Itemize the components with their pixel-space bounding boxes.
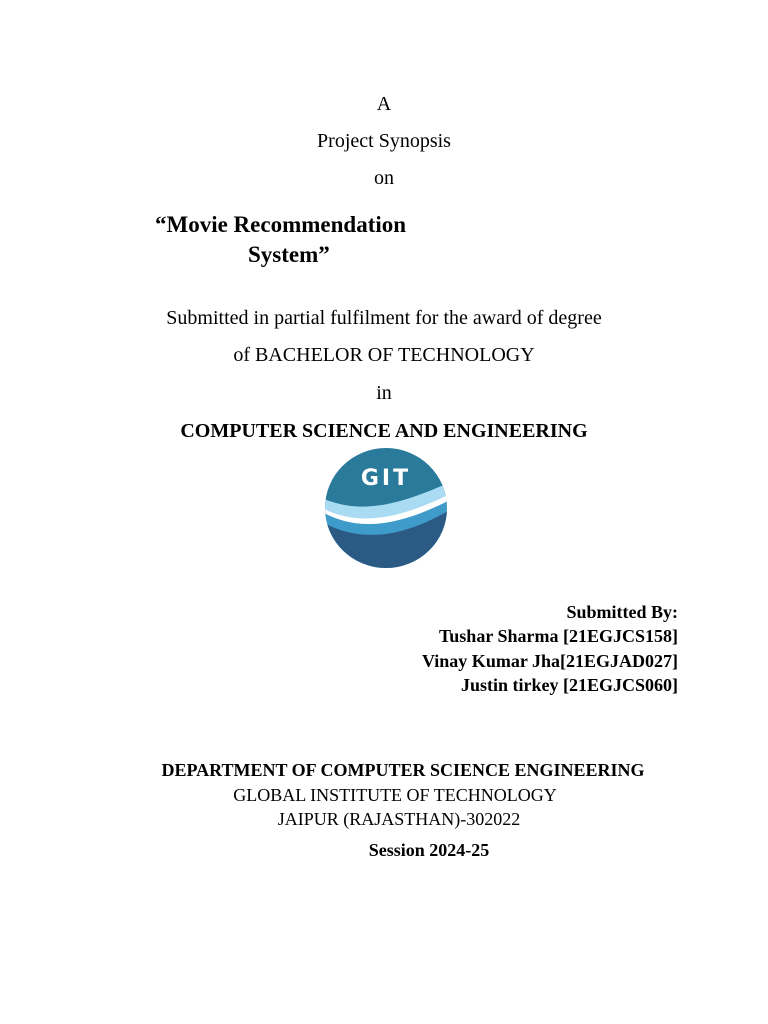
line-a: A [376, 93, 392, 115]
git-college-logo-icon [324, 447, 448, 569]
submitted-line1: Submitted in partial fulfilment for the award of degree [166, 307, 602, 329]
submitter-item: Tushar Sharma [21EGJCS158] [438, 626, 678, 646]
branch-heading: COMPUTER SCIENCE AND ENGINEERING [180, 420, 588, 442]
line-on: on [374, 167, 394, 189]
institute-location: JAIPUR (RAJASTHAN)-302022 [277, 809, 521, 829]
submitted-by-heading: Submitted By: [566, 602, 678, 622]
project-title-line1: “Movie Recommendation [155, 212, 407, 237]
line-project-synopsis: Project Synopsis [317, 130, 451, 152]
submitted-line2: of BACHELOR OF TECHNOLOGY [233, 344, 535, 366]
logo-text: GIT [360, 466, 412, 491]
submitter-item: Vinay Kumar Jha[21EGJAD027] [421, 651, 678, 671]
department-name: DEPARTMENT OF COMPUTER SCIENCE ENGINEERING [161, 760, 645, 780]
session-label: Session 2024-25 [368, 840, 490, 860]
line-in: in [376, 382, 392, 404]
submitter-item: Justin tirkey [21EGJCS060] [460, 675, 678, 695]
institute-name: GLOBAL INSTITUTE OF TECHNOLOGY [233, 785, 557, 805]
project-title-line2: System” [248, 242, 330, 267]
